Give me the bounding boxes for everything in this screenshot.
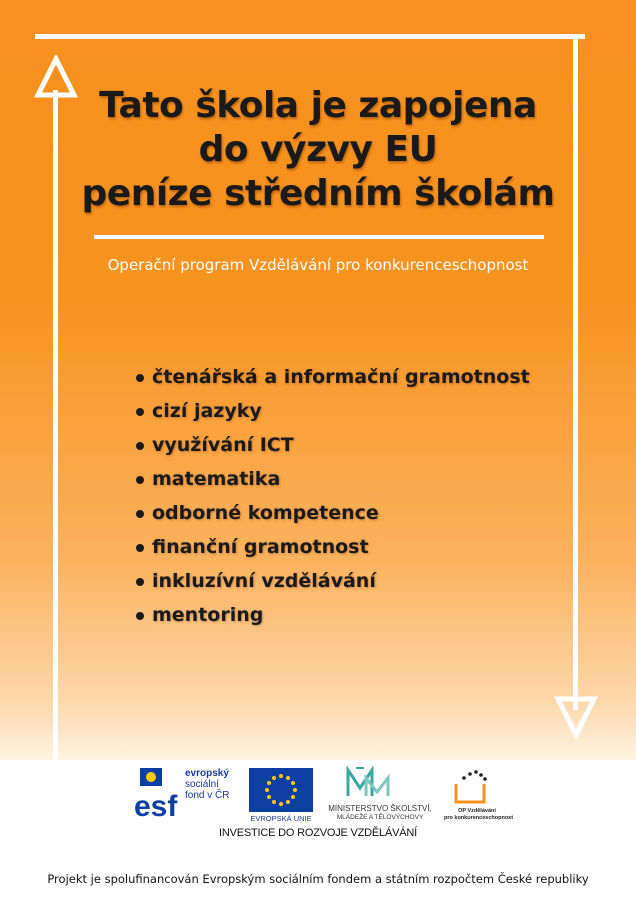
topic-item bbox=[136, 532, 530, 566]
footer-note: Projekt je spolufinancován Evropským sociálním fondem a státním rozpočtem České republiky bbox=[47, 872, 589, 886]
bullet-icon bbox=[136, 578, 144, 586]
esf-emblem-icon bbox=[134, 766, 184, 822]
msmt-logo bbox=[318, 766, 442, 824]
esf-logo bbox=[134, 766, 246, 824]
topic-item bbox=[136, 396, 530, 430]
eu-caption: EVROPSKÁ UNIE bbox=[250, 814, 312, 823]
topic-item bbox=[136, 498, 530, 532]
headline-line: do výzvy EU bbox=[198, 129, 438, 170]
topic-item bbox=[136, 600, 530, 634]
headline-line: peníze středním školám bbox=[81, 173, 555, 214]
bullet-icon bbox=[136, 544, 144, 552]
topic-label: inkluzívní vzdělávání bbox=[152, 570, 376, 592]
topic-item bbox=[136, 362, 530, 396]
msmt-line: MLÁDEŽE A TĚLOVÝCHOVY bbox=[336, 814, 424, 821]
bullet-icon bbox=[136, 612, 144, 620]
eu-logo bbox=[249, 768, 313, 826]
topic-label: využívání ICT bbox=[152, 434, 294, 456]
bullet-icon bbox=[136, 374, 144, 382]
esf-line: sociální bbox=[185, 779, 219, 790]
op-line: OP Vzdělávání bbox=[458, 808, 496, 814]
op-emblem-icon bbox=[450, 768, 490, 806]
esf-mark: esf bbox=[134, 790, 178, 822]
eu-flag-icon bbox=[249, 768, 313, 812]
frame-top-line bbox=[35, 34, 585, 39]
program-subtitle: Operační program Vzdělávání pro konkurenceschopnost bbox=[107, 256, 529, 274]
topic-label: cizí jazyky bbox=[152, 400, 262, 422]
bullet-icon bbox=[136, 408, 144, 416]
esf-line: evropský bbox=[185, 768, 229, 779]
slogan: INVESTICE DO ROZVOJE VZDĚLÁVÁNÍ bbox=[219, 827, 417, 839]
headline bbox=[40, 84, 596, 216]
topic-label: mentoring bbox=[152, 604, 264, 626]
headline-divider bbox=[94, 235, 544, 239]
topic-list bbox=[136, 362, 530, 634]
topic-label: odborné kompetence bbox=[152, 502, 379, 524]
topic-item bbox=[136, 430, 530, 464]
esf-caption bbox=[185, 768, 229, 801]
bullet-icon bbox=[136, 510, 144, 518]
topic-item bbox=[136, 566, 530, 600]
topic-item bbox=[136, 464, 530, 498]
msmt-line: MINISTERSTVO ŠKOLSTVÍ, bbox=[328, 804, 432, 813]
op-line: pro konkurenceschopnost bbox=[444, 815, 514, 821]
bullet-icon bbox=[136, 476, 144, 484]
bullet-icon bbox=[136, 442, 144, 450]
op-logo bbox=[444, 768, 514, 824]
topic-label: čtenářská a informační gramotnost bbox=[152, 366, 530, 388]
msmt-emblem-icon bbox=[344, 766, 394, 800]
topic-label: matematika bbox=[152, 468, 281, 490]
headline-line: Tato škola je zapojena bbox=[99, 85, 537, 126]
topic-label: finanční gramotnost bbox=[152, 536, 369, 558]
arrow-down-icon bbox=[554, 695, 598, 739]
logo-strip bbox=[0, 760, 636, 860]
esf-line: fond v ČR bbox=[185, 790, 230, 801]
